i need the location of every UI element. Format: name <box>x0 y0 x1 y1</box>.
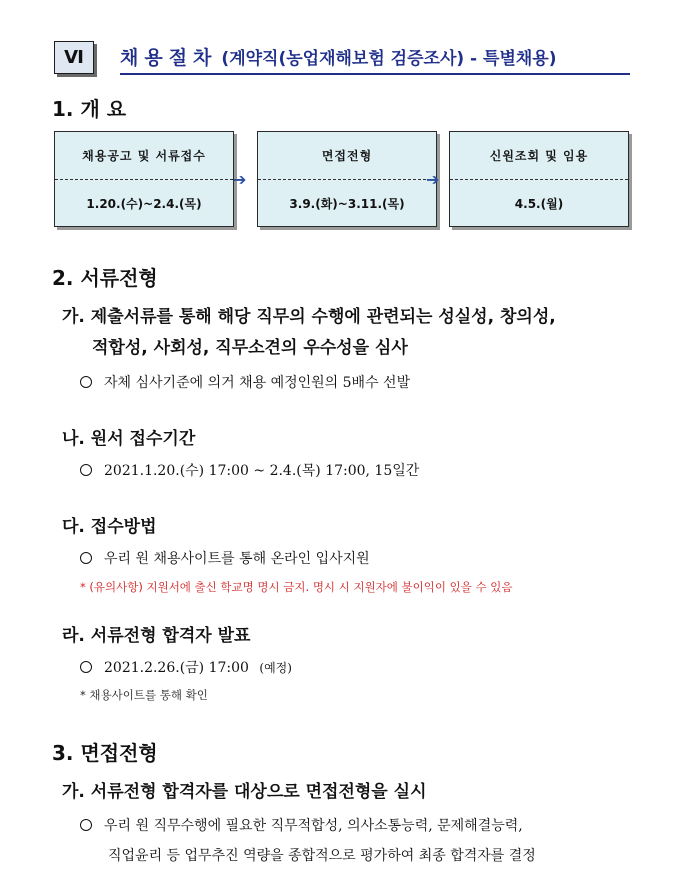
section-heading-overview: 1. 개 요 <box>52 97 127 121</box>
flow-arrow-icon: ➔ <box>426 170 440 189</box>
circle-bullet-icon <box>80 376 92 388</box>
bullet-item <box>80 460 419 480</box>
bullet-text-small: (예정) <box>259 661 292 675</box>
section-heading-document-screening: 2. 서류전형 <box>52 266 158 290</box>
flow-step-label: 신원조회 및 임용 <box>450 132 628 180</box>
flow-step-date: 4.5.(월) <box>514 196 564 211</box>
bullet-text: 2021.2.26.(금) 17:00 <box>104 660 249 676</box>
info-note: * 채용사이트를 통해 확인 <box>80 688 208 702</box>
chapter-title <box>120 43 630 75</box>
circle-bullet-icon <box>80 464 92 476</box>
flow-step-interview <box>257 131 440 227</box>
flow-step-application <box>54 131 234 227</box>
subsection-ra: 라. 서류전형 합격자 발표 <box>62 626 251 646</box>
bullet-text: 2021.1.20.(수) 17:00 ~ 2.4.(목) 17:00, 15일간 <box>104 463 420 479</box>
circle-bullet-icon <box>80 819 92 831</box>
flow-step-label: 채용공고 및 서류접수 <box>55 132 233 180</box>
chapter-number-badge <box>54 41 94 74</box>
flow-step-date: 3.9.(화)~3.11.(목) <box>289 196 405 211</box>
flow-arrow-icon: ➔ <box>233 170 247 189</box>
subsection-da: 다. 접수방법 <box>62 517 157 537</box>
subsection-ga-line1: 가. 제출서류를 통해 해당 직무의 수행에 관련되는 성실성, 창의성, <box>62 307 556 327</box>
bullet-text: 우리 원 채용사이트를 통해 온라인 입사지원 <box>104 551 370 567</box>
bullet-text: 우리 원 직무수행에 필요한 직무적합성, 의사소통능력, 문제해결능력, <box>104 818 523 834</box>
warning-note: * (유의사항) 지원서에 출신 학교명 명시 금지. 명시 시 지원자에 불이익이 있을 수 있음 <box>80 580 513 594</box>
bullet-text: 자체 심사기준에 의거 채용 예정인원의 5배수 선발 <box>104 375 411 391</box>
bullet-text-continued: 직업윤리 등 업무추진 역량을 종합적으로 평가하여 최종 합격자를 결정 <box>108 848 536 864</box>
subsection-ga-line2: 적합성, 사회성, 직무소견의 우수성을 심사 <box>92 338 408 358</box>
subsection-ga-interview: 가. 서류전형 합격자를 대상으로 면접전형을 실시 <box>62 782 427 802</box>
chapter-title-sub: (계약직(농업재해보험 검증조사) - 특별채용) <box>221 49 557 69</box>
subsection-na: 나. 원서 접수기간 <box>62 429 196 449</box>
circle-bullet-icon <box>80 661 92 673</box>
bullet-item <box>80 657 292 677</box>
chapter-number: Ⅵ <box>64 47 84 68</box>
circle-bullet-icon <box>80 552 92 564</box>
chapter-title-main: 채용절차 <box>120 47 218 69</box>
bullet-item <box>80 815 523 835</box>
bullet-item <box>80 372 410 392</box>
bullet-item <box>80 548 370 568</box>
flow-step-date: 1.20.(수)~2.4.(목) <box>86 196 202 211</box>
flow-step-appointment <box>449 131 629 227</box>
section-heading-interview: 3. 면접전형 <box>52 741 158 765</box>
flow-step-label: 면접전형 <box>258 132 436 180</box>
